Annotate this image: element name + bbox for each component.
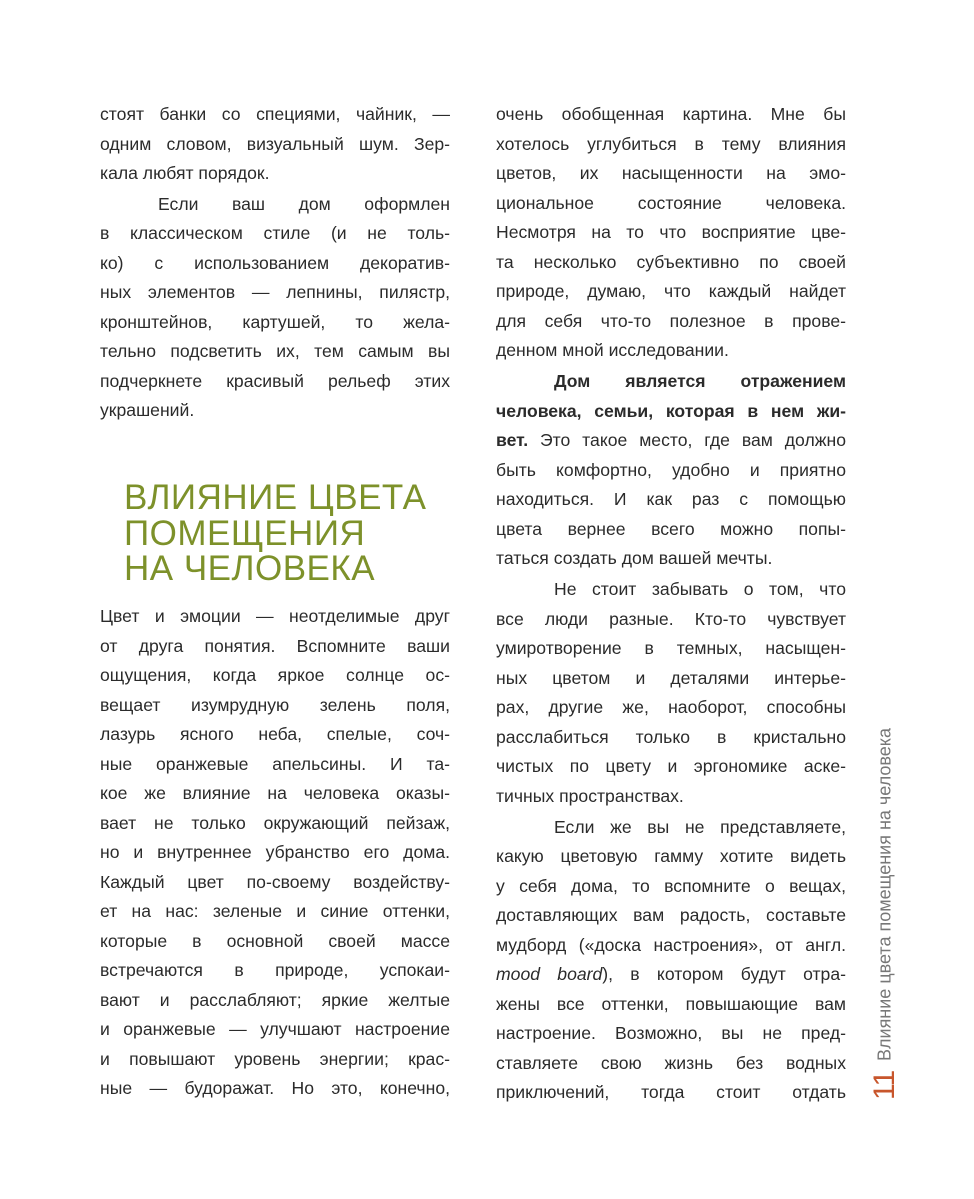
line-text: в классическом стиле (и не толь- <box>100 223 450 243</box>
text-line <box>100 219 450 249</box>
text-line <box>100 927 450 957</box>
text-line <box>496 1049 846 1079</box>
bold-text: вет. <box>496 430 529 450</box>
text-line <box>496 960 846 990</box>
text-line <box>100 1074 450 1104</box>
line-text: украшений. <box>100 400 195 420</box>
line-text: чистых по цвету и эргономике аске- <box>496 756 846 776</box>
line-text: тичных пространствах. <box>496 785 684 806</box>
line-text: доставляющих вам радость, составьте <box>496 905 846 925</box>
text-line <box>100 130 450 160</box>
line-text: та несколько субъективно по своей <box>496 251 846 272</box>
line-text: кронштейнов, картушей, то жела- <box>100 311 450 332</box>
line-text: приключений, тогда стоит отдать <box>496 1082 846 1102</box>
italic-text: mood board <box>496 964 603 984</box>
line-text: у себя дома, то вспомните о вещах, <box>496 875 846 896</box>
line-text: тельно подсветить их, тем самым вы <box>100 341 450 361</box>
text-line <box>100 1015 450 1045</box>
text-line <box>100 720 450 750</box>
text-line <box>496 813 846 843</box>
line-text: настроение. Возможно, вы не пред- <box>496 1023 846 1043</box>
text-line <box>100 809 450 839</box>
line-text: таться создать дом вашей мечты. <box>496 548 773 568</box>
bold-text: человека, семьи, которая в нем жи- <box>496 400 846 421</box>
text-line <box>496 100 846 130</box>
line-text: циональное состояние человека. <box>496 192 846 213</box>
paragraph <box>496 575 846 811</box>
text-line <box>496 544 846 574</box>
line-text: жены все оттенки, повышающие вам <box>496 993 846 1014</box>
text-line <box>496 248 846 278</box>
running-title: Влияние цвета помещения на человека <box>874 727 895 1061</box>
text-line <box>496 1078 846 1108</box>
heading-line: ВЛИЯНИЕ ЦВЕТА <box>124 478 427 517</box>
line-text: расслабиться только в кристально <box>496 726 846 747</box>
line-text: одним словом, визуальный шум. Зер- <box>100 133 450 154</box>
line-text: хотелось углубиться в тему влияния <box>496 133 846 154</box>
text-line <box>496 872 846 902</box>
bold-text: Дом является отражением <box>554 371 846 391</box>
text-line <box>496 605 846 635</box>
text-line <box>100 308 450 338</box>
text-line <box>496 901 846 931</box>
text-line <box>100 779 450 809</box>
text-line <box>496 723 846 753</box>
line-text: от друга понятия. Вспомните ваши <box>100 635 450 656</box>
right-column <box>496 100 846 1109</box>
line-text: находиться. И как раз с помощью <box>496 489 846 509</box>
line-text: очень обобщенная картина. Мне бы <box>496 104 846 124</box>
line-text: рах, другие же, наоборот, способны <box>496 697 846 717</box>
text-line <box>496 990 846 1020</box>
text-line <box>496 130 846 160</box>
line-text: кое же влияние на человека оказы- <box>100 783 450 803</box>
line-text: природе, думаю, что каждый найдет <box>496 281 846 301</box>
line-text: Каждый цвет по-своему воздейству- <box>100 871 450 892</box>
section-heading <box>124 480 427 587</box>
line-text: мудборд («доска настроения», от англ. <box>496 934 846 955</box>
text-line <box>496 189 846 219</box>
line-text: стоят банки со специями, чайник, — <box>100 104 450 124</box>
line-text: ные — будоражат. Но это, конечно, <box>100 1078 450 1098</box>
text-line <box>496 485 846 515</box>
text-line <box>100 367 450 397</box>
text-line <box>100 897 450 927</box>
paragraph <box>496 100 846 366</box>
text-line <box>100 190 450 220</box>
heading-line: ПОМЕЩЕНИЯ <box>124 513 366 553</box>
line-text: вает не только окружающий пейзаж, <box>100 812 450 833</box>
heading-line: НА ЧЕЛОВЕКА <box>124 549 376 588</box>
line-text: встречаются в природе, успокаи- <box>100 960 450 980</box>
line-text: кала любят порядок. <box>100 163 270 183</box>
text-line <box>496 634 846 664</box>
text-line <box>100 956 450 986</box>
line-text: Несмотря на то что восприятие цве- <box>496 222 846 242</box>
line-text: и повышают уровень энергии; крас- <box>100 1048 450 1069</box>
text-line <box>100 986 450 1016</box>
text-line <box>496 426 846 456</box>
line-text: и оранжевые — улучшают настроение <box>100 1019 450 1039</box>
paragraph <box>496 813 846 1108</box>
line-text: вещает изумрудную зелень поля, <box>100 694 450 715</box>
paragraph <box>496 367 846 574</box>
text-line <box>100 159 450 189</box>
text-line <box>100 602 450 632</box>
line-text: которые в основной своей массе <box>100 930 450 951</box>
page-number: 11 <box>868 1070 901 1100</box>
text-line <box>496 693 846 723</box>
running-header <box>868 655 902 1100</box>
line-text: ных элементов — лепнины, пилястр, <box>100 282 450 302</box>
text-line <box>100 868 450 898</box>
line-text: Если же вы не представляете, <box>554 816 846 837</box>
left-column-bottom <box>100 602 450 1105</box>
text-line <box>496 1019 846 1049</box>
line-text: лазурь ясного неба, спелые, соч- <box>100 724 450 744</box>
line-text: ), в котором будут отра- <box>602 964 846 984</box>
line-text: быть комфортно, удобно и приятно <box>496 459 846 480</box>
text-line <box>100 661 450 691</box>
text-line <box>496 159 846 189</box>
line-text: цветов, их насыщенности на эмо- <box>496 163 846 183</box>
text-line <box>496 664 846 694</box>
text-line <box>100 100 450 130</box>
text-line <box>100 750 450 780</box>
text-line <box>496 575 846 605</box>
line-text: какую цветовую гамму хотите видеть <box>496 846 846 866</box>
line-text: Не стоит забывать о том, что <box>554 579 846 599</box>
text-line <box>100 249 450 279</box>
text-line <box>100 632 450 662</box>
text-line <box>100 691 450 721</box>
line-text: цвета вернее всего можно попы- <box>496 518 846 539</box>
text-line <box>496 367 846 397</box>
text-line <box>100 337 450 367</box>
paragraph <box>100 100 450 189</box>
line-text: умиротворение в темных, насыщен- <box>496 638 846 658</box>
line-text: ных цветом и деталями интерье- <box>496 667 846 688</box>
text-line <box>496 218 846 248</box>
line-text: ет на нас: зеленые и синие оттенки, <box>100 901 450 921</box>
text-line <box>100 278 450 308</box>
text-line <box>496 752 846 782</box>
line-text: ставляете свою жизнь без водных <box>496 1052 846 1073</box>
text-line <box>496 456 846 486</box>
line-text: Если ваш дом оформлен <box>158 193 450 214</box>
text-line <box>496 336 846 366</box>
left-column-top <box>100 100 450 427</box>
line-text: подчеркнете красивый рельеф этих <box>100 370 450 391</box>
line-text: Это такое место, где вам должно <box>528 430 846 450</box>
text-line <box>100 1045 450 1075</box>
text-line <box>496 931 846 961</box>
line-text: ко) с использованием декоратив- <box>100 252 450 273</box>
paragraph <box>100 602 450 1104</box>
text-line <box>496 842 846 872</box>
text-line <box>496 515 846 545</box>
line-text: все люди разные. Кто-то чувствует <box>496 608 846 629</box>
paragraph <box>100 190 450 426</box>
line-text: для себя что-то полезное в прове- <box>496 310 846 331</box>
text-line <box>100 396 450 426</box>
text-line <box>496 782 846 812</box>
line-text: денном мной исследовании. <box>496 340 729 360</box>
line-text: ные оранжевые апельсины. И та- <box>100 753 450 774</box>
line-text: ощущения, когда яркое солнце ос- <box>100 665 450 685</box>
line-text: Цвет и эмоции — неотделимые друг <box>100 606 450 626</box>
text-line <box>496 307 846 337</box>
text-line <box>496 277 846 307</box>
line-text: вают и расслабляют; яркие желтые <box>100 989 450 1010</box>
line-text: но и внутреннее убранство его дома. <box>100 842 450 862</box>
text-line <box>100 838 450 868</box>
text-line <box>496 397 846 427</box>
